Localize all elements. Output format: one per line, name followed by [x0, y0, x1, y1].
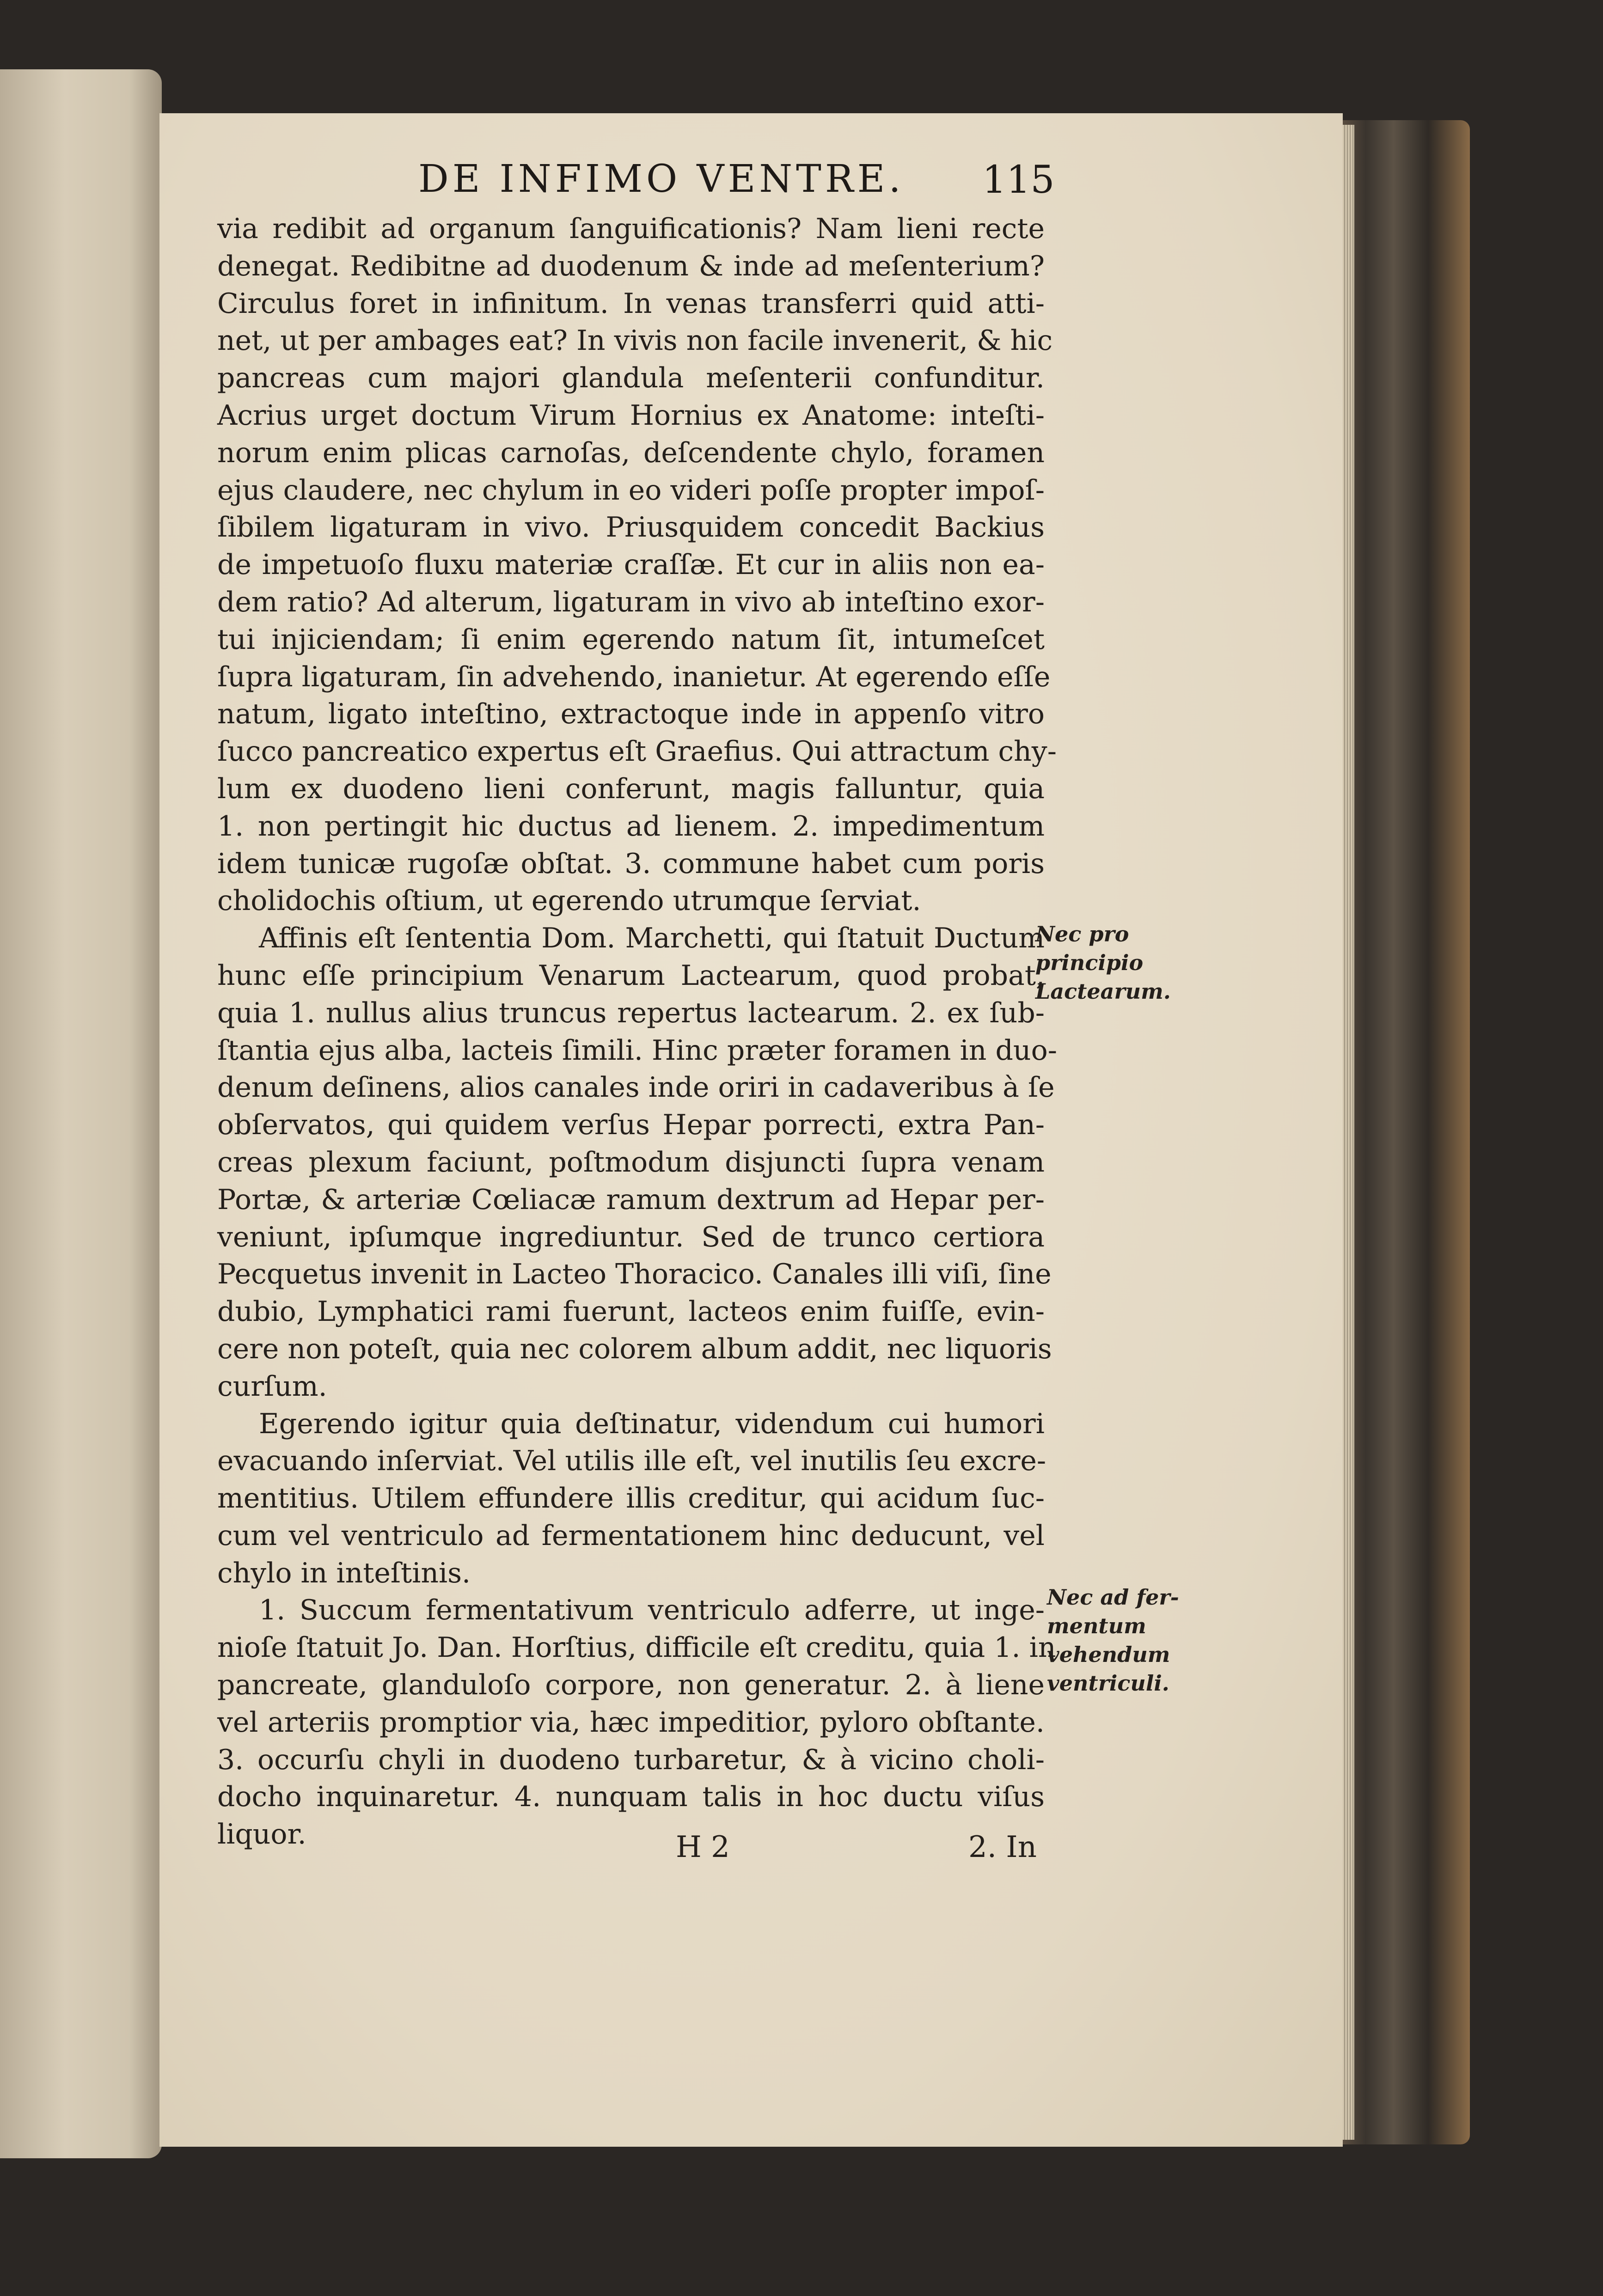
page-number: 115: [982, 158, 1055, 202]
text-line: liquor.: [217, 1818, 306, 1851]
text-line: dem ratio? Ad alterum, ligaturam in vivo ab inteſtino exor-: [217, 586, 1045, 618]
text-line: Portæ, & arteriæ Cœliacæ ramum dextrum ad Hepar per-: [217, 1183, 1045, 1216]
margin-note-line: ventriculi.: [1047, 1671, 1169, 1696]
text-line: natum, ligato inteſtino, extractoque inde in appenſo vitro: [217, 698, 1045, 731]
text-line: 1. non pertingit hic ductus ad lienem. 2. impedimentum: [217, 810, 1045, 843]
text-line: denegat. Redibitne ad duodenum & inde ad meſenterium?: [217, 250, 1045, 282]
text-line: docho inquinaretur. 4. nunquam talis in hoc ductu viſus: [217, 1781, 1045, 1814]
text-line: via redibit ad organum ſanguificationis? Nam lieni recte: [217, 213, 1045, 245]
margin-note-line: Nec ad fer-: [1047, 1585, 1179, 1610]
text-line: ſucco pancreatico expertus eſt Graefius. Qui attractum chy-: [217, 735, 1057, 768]
text-line: denum deſinens, alios canales inde oriri in cadaveribus à ſe: [217, 1071, 1055, 1104]
text-line: veniunt, ipſumque ingrediuntur. Sed de trunco certiora: [217, 1221, 1045, 1253]
text-line: ſibilem ligaturam in vivo. Priusquidem concedit Backius: [217, 511, 1045, 544]
text-line: cere non poteſt, quia nec colorem album addit, nec liquoris: [217, 1332, 1052, 1365]
text-line: obſervatos, qui quidem verſus Hepar porrecti, extra Pan-: [217, 1109, 1045, 1142]
facing-page-edge: [0, 69, 162, 2158]
text-line: pancreas cum majori glandula meſenterii confunditur.: [217, 362, 1045, 395]
margin-note-line: vehendum: [1047, 1642, 1170, 1667]
text-line: lum ex duodeno lieni conferunt, magis falluntur, quia: [217, 772, 1045, 805]
text-line: hunc eſſe principium Venarum Lactearum, quod probat,: [217, 959, 1045, 992]
signature-mark: H 2: [676, 1830, 730, 1864]
text-line: mentitius. Utilem effundere illis creditur, qui acidum ſuc-: [217, 1482, 1045, 1515]
text-line: quia 1. nullus alius truncus repertus lactearum. 2. ex ſub-: [217, 996, 1045, 1029]
text-line: ſupra ligaturam, ſin advehendo, inanietur. At egerendo eſſe: [217, 660, 1051, 693]
margin-note-line: mentum: [1047, 1613, 1146, 1638]
text-line: vel arteriis promptior via, hæc impeditior, pyloro obſtante.: [217, 1706, 1045, 1739]
text-line: 3. occurſu chyli in duodeno turbaretur, & à vicino choli-: [217, 1743, 1045, 1776]
text-line: nioſe ſtatuit Jo. Dan. Horſtius, difficile eſt creditu, quia 1. in: [217, 1631, 1056, 1664]
text-line: cum vel ventriculo ad fermentationem hinc deducunt, vel: [217, 1519, 1045, 1552]
text-line: idem tunicæ rugoſæ obſtat. 3. commune habet cum poris: [217, 847, 1045, 880]
text-line: chylo in inteſtinis.: [217, 1557, 471, 1589]
text-line: Circulus foret in infinitum. In venas transferri quid atti-: [217, 287, 1045, 320]
text-line: Pecquetus invenit in Lacteo Thoracico. Canales illi viſi, ſine: [217, 1258, 1052, 1291]
margin-note-fermentum: [1047, 1583, 1179, 1698]
text-line: dubio, Lymphatici rami fuerunt, lacteos enim fuiſſe, evin-: [217, 1295, 1045, 1328]
text-line: norum enim plicas carnoſas, deſcendente chylo, foramen: [217, 436, 1045, 469]
text-line: Affinis eſt ſententia Dom. Marchetti, qui ſtatuit Ductum: [259, 922, 1045, 955]
text-line: Egerendo igitur quia deſtinatur, videndum cui humori: [259, 1407, 1045, 1440]
margin-note-line: Nec pro: [1035, 922, 1129, 946]
text-line: 1. Succum fermentativum ventriculo adferre, ut inge-: [259, 1594, 1045, 1627]
text-line: cholidochis oſtium, ut egerendo utrumque ſerviat.: [217, 885, 921, 917]
text-line: curſum.: [217, 1370, 327, 1403]
text-line: ſtantia ejus alba, lacteis ſimili. Hinc præter foramen in duo-: [217, 1034, 1057, 1067]
running-head: DE INFIMO VENTRE.: [418, 157, 905, 201]
catchword: 2. In: [968, 1830, 1037, 1864]
text-line: creas plexum faciunt, poſtmodum disjuncti ſupra venam: [217, 1146, 1045, 1179]
margin-note-line: principio: [1035, 950, 1144, 975]
text-line: evacuando inſerviat. Vel utilis ille eſt, vel inutilis ſeu excre-: [217, 1445, 1046, 1478]
text-line: de impetuoſo fluxu materiæ craſſæ. Et cur in aliis non ea-: [217, 549, 1045, 581]
margin-note-lactearum: [1035, 920, 1171, 1006]
text-line: Acrius urget doctum Virum Hornius ex Anatome: inteſti-: [217, 399, 1045, 432]
text-line: net, ut per ambages eat? In vivis non facile invenerit, & hic: [217, 324, 1053, 357]
text-line: tui injiciendam; ſi enim egerendo natum ſit, intumeſcet: [217, 623, 1045, 656]
body-text: [217, 210, 1057, 1853]
margin-note-line: Lactearum.: [1035, 979, 1171, 1004]
text-line: ejus claudere, nec chylum in eo videri poſſe propter impoſ-: [217, 474, 1045, 507]
text-line: pancreate, glanduloſo corpore, non generatur. 2. à liene: [217, 1669, 1045, 1702]
